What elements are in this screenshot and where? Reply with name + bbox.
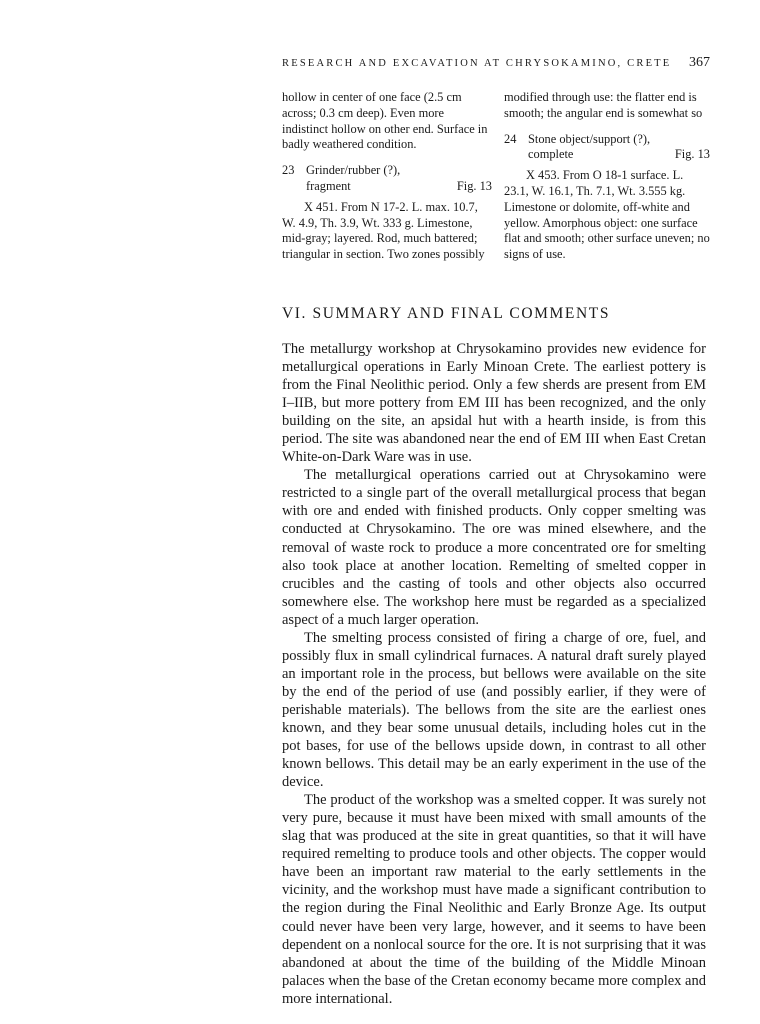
catalog-entry-24 [504, 132, 710, 263]
catalog-continuation: hollow in center of one face (2.5 cm across; 0.3 cm deep). Even more indistinct hollow on other end. Surface in badly weathered condition. [282, 90, 488, 152]
section-heading: VI. SUMMARY AND FINAL COMMENTS [282, 305, 611, 322]
entry-title-line1: Grinder/rubber (?), [306, 163, 401, 178]
entry-title [306, 163, 492, 195]
catalog-entry-23 [282, 163, 492, 263]
entry-number: 24 [504, 131, 517, 146]
paragraph: The product of the workshop was a smelted copper. It was surely not very pure, because it must have been mixed with small amounts of the slag that was produced at the site in great quantities, so that it will have required remelting to produce tools and other objects. The copper would have been an important raw material to the early settlements in the vicinity, and the workshop must have made a significant contribution to the region during the Final Neolithic and Early Bronze Age. Its output could never have been very large, however, and it seems to have been dependent on a nonlocal source for the ore. It is not surprising that it was abandoned at about the time of the building of the Middle Minoan palaces when the base of the Cretan economy became more complex and more international. [282, 792, 706, 1007]
running-head [282, 55, 710, 73]
paragraph: The smelting process consisted of firing a charge of ore, fuel, and possibly flux in small cylindrical furnaces. A natural draft surely played an important role in the process, but bellows were available on the site by the end of the period of use (and possibly earlier, if they were of perishable materials). The bellows from the site are the earliest ones known, and they bear some unusual details, including holes cut in the pot bases, for use of the bellows upside down, in contrast to all other known bellows. This detail may be an early experiment in the use of the device. [282, 629, 706, 791]
figure-reference: Fig. 13 [674, 147, 710, 162]
catalog-right-continuation: modified through use: the flatter end is smooth; the angular end is somewhat so [504, 90, 703, 120]
paragraph: The metallurgy workshop at Chrysokamino provides new evidence for metallurgical operations in Early Minoan Crete. The earliest pottery is from the Final Neolithic period. Only a few sherds are present from EM I–IIB, but more pottery from EM III has been recognized, and the only building on the site, an apsidal hut with a hearth inside, is from this period. The site was abandoned near the end of EM III when East Cretan White-on-Dark Ware was in use. [282, 341, 706, 466]
catalog-right-column [504, 90, 710, 263]
figure-reference: Fig. 13 [456, 178, 492, 193]
entry-number: 23 [282, 163, 295, 178]
entry-title-line2: complete [528, 147, 574, 162]
entry-title-line2: fragment [306, 178, 351, 193]
running-head-title: RESEARCH AND EXCAVATION AT CHRYSOKAMINO, CRETE [282, 58, 672, 69]
entry-title [528, 132, 710, 164]
entry-description: X 451. From N 17-2. L. max. 10.7, W. 4.9, Th. 3.9, Wt. 333 g. Limestone, mid-gray; layered. Rod, much battered; triangular in section. Two zones possibly [282, 199, 485, 262]
page-number: 367 [689, 55, 710, 70]
entry-header [282, 163, 492, 195]
entry-header [504, 132, 710, 164]
catalog-left-column [282, 90, 492, 263]
entry-description: X 453. From O 18-1 surface. L. 23.1, W. 16.1, Th. 7.1, Wt. 3.555 kg. Limestone or dolomite, off-white and yellow. Amorphous object: one surface flat and smooth; other surface uneven; no signs of use. [504, 168, 710, 262]
paragraph: The metallurgical operations carried out at Chrysokamino were restricted to a single part of the overall metallurgical process that began with ore and ended with finished products. Only copper smelting was conducted at Chrysokamino. The ore was mined elsewhere, and the removal of waste rock to produce a more concentrated ore for smelting also took place at another location. Remelting of smelted copper in crucibles and the casting of tools and other objects also occurred somewhere else. The workshop here must be regarded as a specialized aspect of a much larger operation. [282, 467, 706, 628]
entry-title-line1: Stone object/support (?), [528, 131, 651, 146]
section-body [282, 340, 706, 1008]
